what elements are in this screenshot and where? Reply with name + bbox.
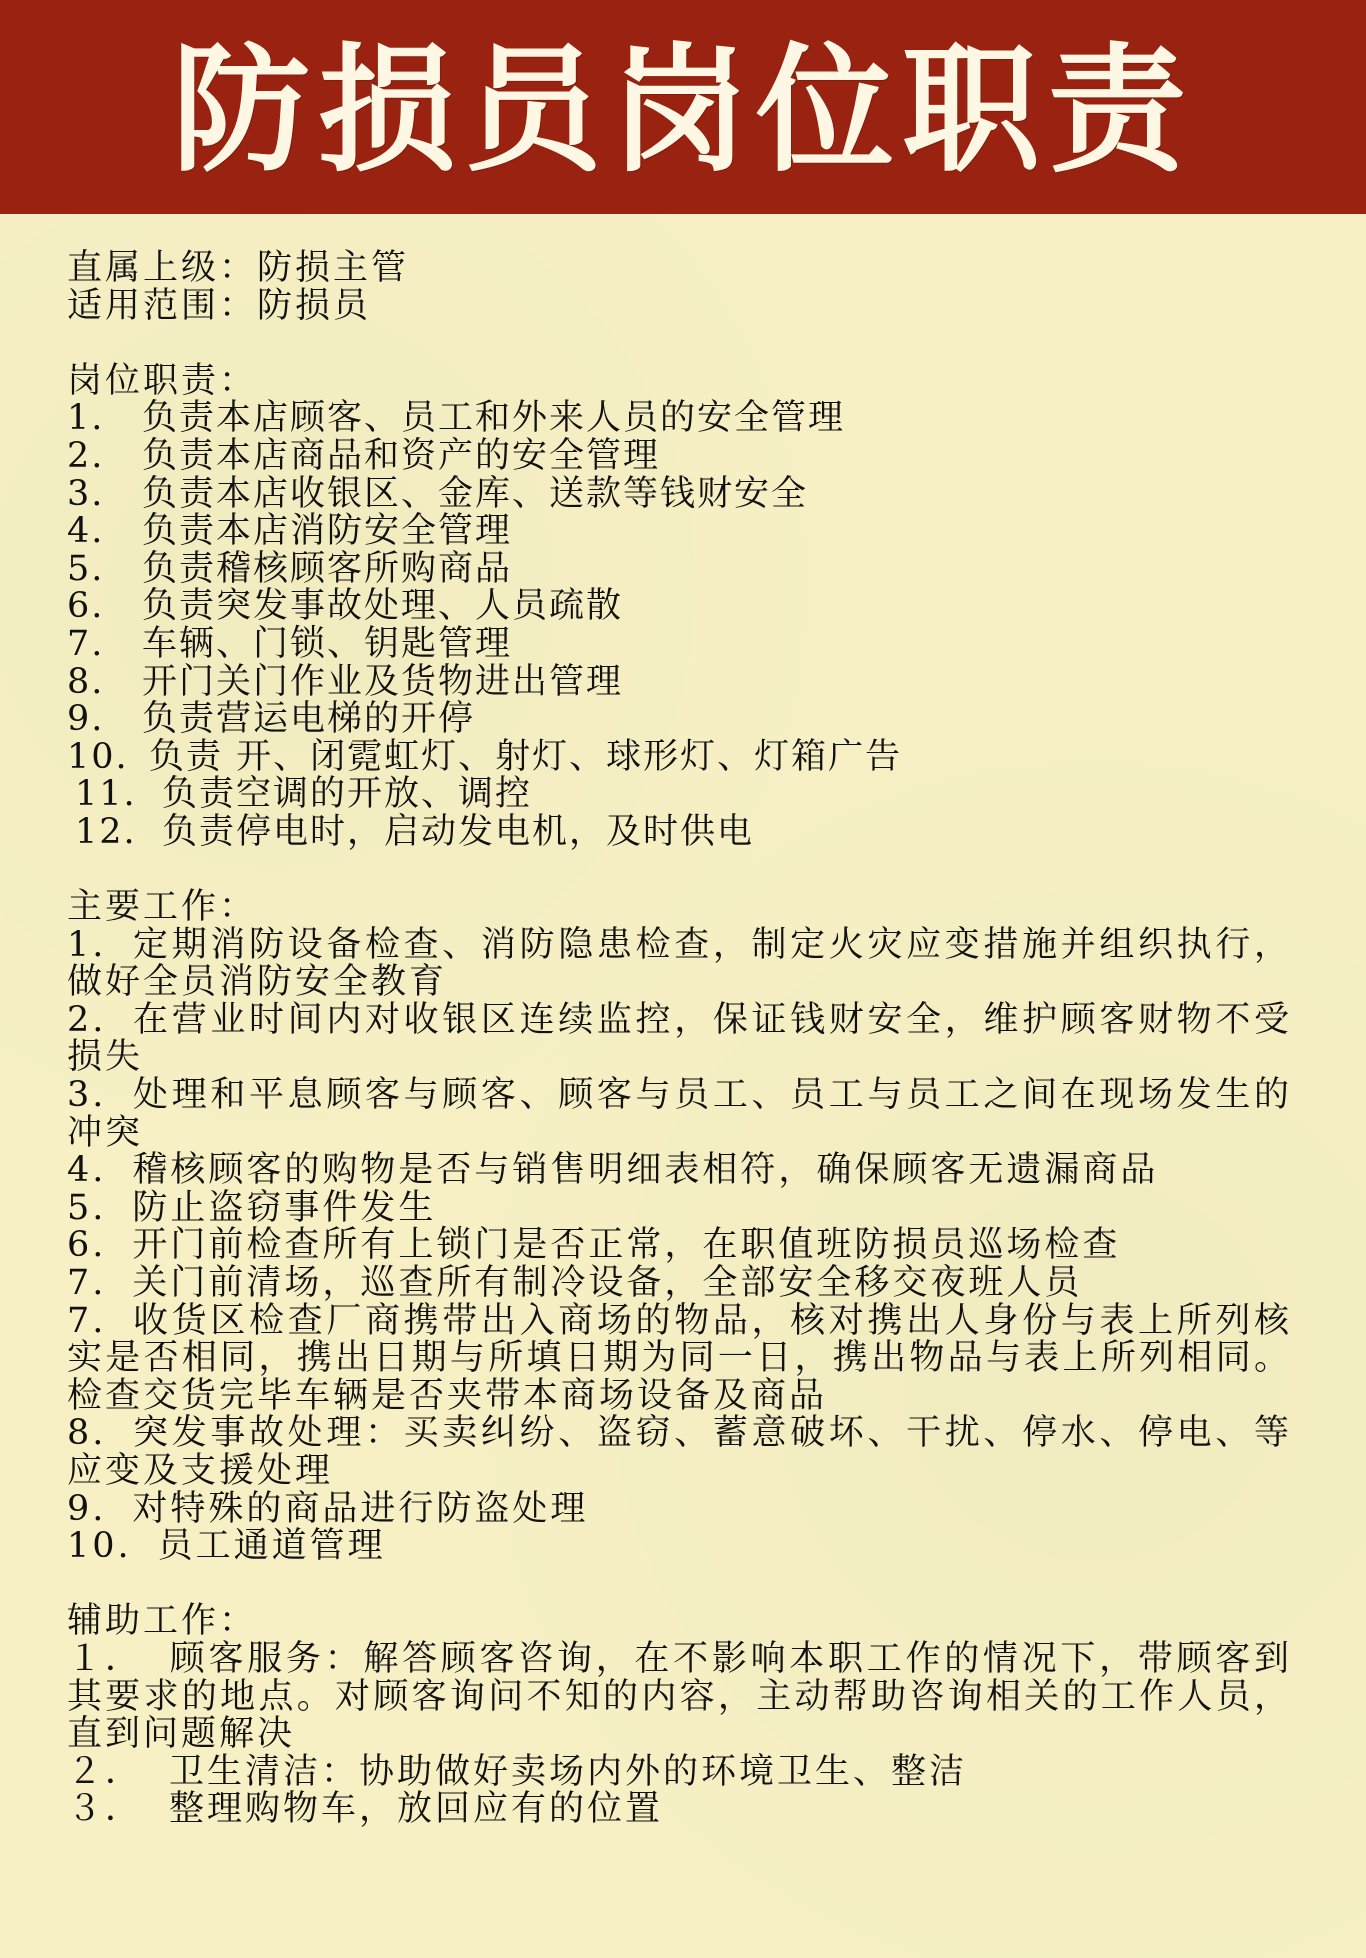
list-item <box>67 1077 1292 1152</box>
list-item <box>67 999 1292 1078</box>
item-text: 顾客服务：解答顾客咨询，在不影响本职工作的情况下，带顾客到其要求的地点。对顾客询问不知的内容，主动帮助咨询相关的工作人员，直到问题解决 <box>67 1638 1292 1755</box>
list-item <box>67 1415 1292 1490</box>
spacer <box>67 1566 1292 1604</box>
item-number: 6. <box>67 1225 107 1266</box>
list-item <box>67 1488 1292 1529</box>
aux-work-heading: 辅助工作： <box>67 1601 258 1642</box>
list-item <box>67 435 1292 476</box>
item-text: 负责本店收银区、金库、送款等钱财安全 <box>142 473 809 514</box>
item-number: 10. <box>67 1526 132 1567</box>
list-item <box>67 513 1292 551</box>
spacer <box>67 852 1292 890</box>
list-item <box>67 1187 1292 1228</box>
list-item <box>67 1227 1292 1265</box>
item-number: 8. <box>67 1413 107 1454</box>
item-number: 11. <box>75 774 137 815</box>
item-text: 开门前检查所有上锁门是否正常，在职值班防损员巡场检查 <box>132 1225 1121 1266</box>
item-number: 1. <box>67 398 105 439</box>
item-number: 5. <box>67 548 105 589</box>
list-item <box>67 623 1292 664</box>
item-text: 负责本店顾客、员工和外来人员的安全管理 <box>142 398 846 439</box>
list-item <box>67 548 1292 589</box>
item-number: 4. <box>67 511 105 552</box>
page-title: 防损员岗位职责 <box>171 28 1194 191</box>
duties-list <box>67 400 1292 851</box>
item-number: 9. <box>67 1488 107 1529</box>
item-text: 负责 开、闭霓虹灯、射灯、球形灯、灯箱广告 <box>149 736 903 777</box>
item-text: 负责本店消防安全管理 <box>142 511 513 552</box>
list-item <box>67 701 1292 739</box>
list-item <box>67 811 1292 852</box>
main-work-list <box>67 924 1292 1567</box>
item-number: 1. <box>67 924 107 965</box>
item-text: 在营业时间内对收银区连续监控，保证钱财安全，维护顾客财物不受损失 <box>67 999 1292 1078</box>
main-work-heading: 主要工作： <box>67 887 258 928</box>
list-item <box>67 588 1292 626</box>
item-text: 负责空调的开放、调控 <box>162 774 533 815</box>
item-text: 负责突发事故处理、人员疏散 <box>142 586 624 627</box>
item-number: 6. <box>67 586 105 627</box>
superior-line: 直属上级：防损主管 <box>67 248 410 288</box>
title-banner <box>0 0 1366 214</box>
item-text: 处理和平息顾客与顾客、顾客与员工、员工与员工之间在现场发生的冲突 <box>67 1075 1292 1153</box>
list-item <box>67 924 1292 1003</box>
item-number: 3. <box>67 473 105 514</box>
list-item <box>67 400 1292 438</box>
item-text: 负责稽核顾客所购商品 <box>142 548 513 589</box>
item-text: 对特殊的商品进行防盗处理 <box>132 1488 589 1529</box>
spacer <box>67 325 1292 363</box>
item-number: ２． <box>67 1751 144 1792</box>
aux-work-list <box>67 1638 1292 1830</box>
list-item <box>67 736 1292 777</box>
list-item <box>67 1300 1292 1416</box>
item-text: 稽核顾客的购物是否与销售明细表相符，确保顾客无遗漏商品 <box>132 1150 1159 1191</box>
item-number: 7. <box>67 1300 107 1341</box>
list-item <box>67 1791 1292 1829</box>
item-text: 防止盗窃事件发生 <box>132 1187 437 1228</box>
item-number: 4. <box>67 1150 107 1191</box>
document-body <box>67 250 1292 1829</box>
item-number: 2. <box>67 999 107 1040</box>
item-number: 7. <box>67 1263 107 1304</box>
duties-heading: 岗位职责： <box>67 360 258 401</box>
list-item <box>67 1265 1292 1303</box>
list-item <box>67 776 1292 814</box>
item-number: １． <box>67 1638 144 1679</box>
item-text: 卫生清洁：协助做好卖场内外的环境卫生、整洁 <box>169 1751 968 1792</box>
item-text: 关门前清场，巡查所有制冷设备，全部安全移交夜班人员 <box>132 1263 1083 1304</box>
item-number: 2. <box>67 435 105 476</box>
list-item <box>67 1751 1292 1792</box>
item-text: 收货区检查厂商携带出入商场的物品，核对携出人身份与表上所列核实是否相同，携出日期与所填日期为同一日，携出物品与表上所列相同。检查交货完毕车辆是否夹带本商场设备及商品 <box>67 1300 1292 1416</box>
item-text: 整理购物车，放回应有的位置 <box>169 1789 664 1830</box>
item-number: 9. <box>67 699 105 740</box>
item-number: 3. <box>67 1075 107 1116</box>
list-item <box>67 1528 1292 1566</box>
item-text: 开门关门作业及货物进出管理 <box>142 661 624 702</box>
item-number: 5. <box>67 1187 107 1228</box>
item-text: 突发事故处理：买卖纠纷、盗窃、蓄意破坏、干扰、停水、停电、等应变及支援处理 <box>67 1413 1292 1491</box>
list-item <box>67 1638 1292 1755</box>
item-number: 10. <box>67 736 129 777</box>
item-number: 7. <box>67 623 105 664</box>
list-item <box>67 1152 1292 1190</box>
meta-block <box>67 250 1292 325</box>
item-text: 负责停电时，启动发电机，及时供电 <box>162 811 755 852</box>
item-number: 12. <box>75 811 137 852</box>
item-text: 车辆、门锁、钥匙管理 <box>142 623 513 664</box>
list-item <box>67 661 1292 702</box>
item-number: ３． <box>67 1789 144 1830</box>
item-text: 员工通道管理 <box>157 1526 386 1567</box>
item-text: 负责营运电梯的开停 <box>142 699 476 740</box>
list-item <box>67 473 1292 514</box>
item-number: 8. <box>67 661 105 702</box>
item-text: 定期消防设备检查、消防隐患检查，制定火灾应变措施并组织执行，做好全员消防安全教育 <box>67 924 1292 1003</box>
item-text: 负责本店商品和资产的安全管理 <box>142 435 661 476</box>
scope-line: 适用范围：防损员 <box>67 285 372 326</box>
